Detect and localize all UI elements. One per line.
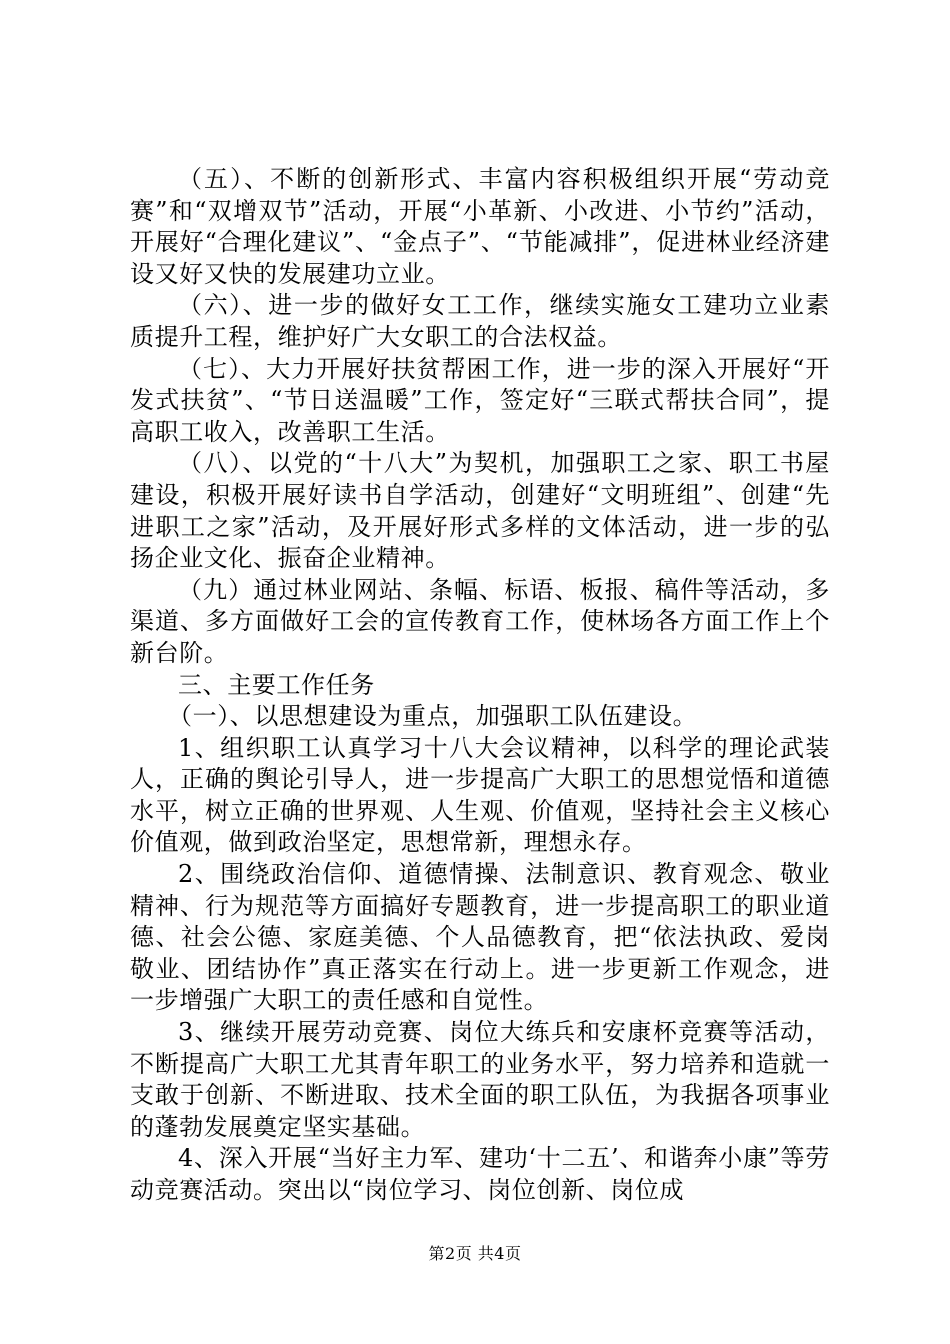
task-item-3: 3、继续开展劳动竞赛、岗位大练兵和安康杯竞赛等活动，不断提高广大职工尤其青年职工的业务水平，努力培养和造就一支敢于创新、不断进取、技术全面的职工队伍，为我据各项事业的蓬勃发展奠定坚实基础。	[130, 1018, 830, 1141]
paragraph-item-9: （九）通过林业网站、条幅、标语、板报、稿件等活动，多渠道、多方面做好工会的宣传教育工作，使林场各方面工作上个新台阶。	[130, 575, 830, 667]
page-number-footer: 第2页 共4页	[428, 1244, 522, 1263]
task-item-4: 4、深入开展“当好主力军、建功‘十二五’、和谐奔小康”等劳动竞赛活动。突出以“岗位学习、岗位创新、岗位成	[130, 1144, 830, 1204]
subsection-heading-1: （一）、以思想建设为重点，加强职工队伍建设。	[168, 702, 698, 731]
paragraph-item-7: （七）、大力开展好扶贫帮困工作，进一步的深入开展好“开发式扶贫”、“节日送温暖”工作，签定好“三联式帮扶合同”，提高职工收入，改善职工生活。	[130, 354, 830, 446]
document-body	[130, 164, 830, 1207]
task-item-1: 1、组织职工认真学习十八大会议精神，以科学的理论武装人，正确的舆论引导人，进一步提高广大职工的思想觉悟和道德水平，树立正确的世界观、人生观、价值观，坚持社会主义核心价值观，做到政治坚定，思想常新，理想永存。	[130, 733, 830, 857]
paragraph-item-6: （六）、进一步的做好女工工作，继续实施女工建功立业素质提升工程，维护好广大女职工的合法权益。	[130, 291, 830, 351]
task-item-2: 2、围绕政治信仰、道德情操、法制意识、教育观念、敬业精神、行为规范等方面搞好专题教育，进一步提高职工的职业道德、社会公德、家庭美德、个人品德教育，把“依法执政、爱岗敬业、团结协作”真正落实在行动上。进一步更新工作观念，进一步增强广大职工的责任感和自觉性。	[130, 860, 830, 1015]
paragraph-item-8: （八）、以党的“十八大”为契机，加强职工之家、职工书屋建设，积极开展好读书自学活动，创建好“文明班组”、创建“先进职工之家”活动，及开展好形式多样的文体活动，进一步的弘扬企业文化、振奋企业精神。	[130, 449, 830, 573]
paragraph-item-5: （五）、不断的创新形式、丰富内容积极组织开展“劳动竞赛”和“双增双节”活动，开展“小革新、小改进、小节约”活动，开展好“合理化建议”、“金点子”、“节能减排”，促进林业经济建设又好又快的发展建功立业。	[130, 165, 830, 288]
section-heading-main-tasks: 三、主要工作任务	[178, 670, 375, 699]
